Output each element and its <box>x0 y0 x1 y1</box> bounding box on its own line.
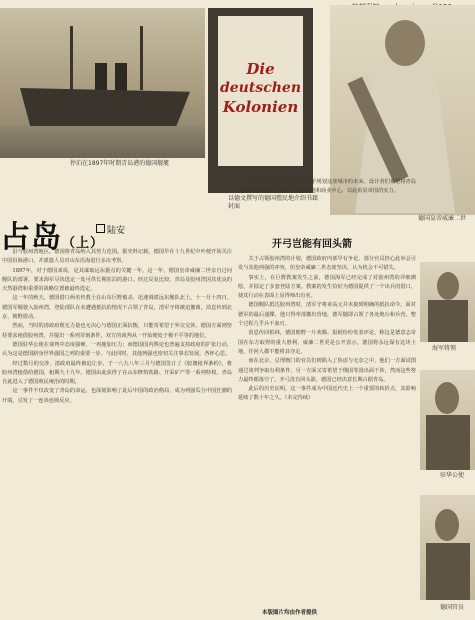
portrait-coat <box>428 300 468 342</box>
paragraph: 占领胶州湾后，德国人便着手规划这座城市的未来，设计者们希望将青岛建设成为德国在远东的样板殖民地和商业中心，以此彰显帝国的实力。 <box>238 179 416 195</box>
photo-credit-note: 本版图片均由作者提供 <box>262 610 318 616</box>
official-portrait <box>420 495 475 600</box>
kaiser-head <box>385 20 425 66</box>
book-caption: 以德文撰写的德国殖民地介绍书籍封面 <box>228 195 319 210</box>
paragraph: 这一年的秋天，德国借口两名传教士在山东巨野被杀，迅速调派远东舰队北上。十一月十四日，德国军舰驶入胶州湾，登陆部队在未遭遇抵抗的情况下占领了青岛，清军守将被迫撤离。消息传到北京，朝野震动。 <box>2 295 232 321</box>
portrait2-caption: 驻华公使 <box>440 472 465 479</box>
portrait-head <box>437 272 459 300</box>
book-cover <box>218 16 303 166</box>
paragraph: 德国驻华公使在谈判中态度强硬，一再施加压力；而德国国内舆论也普遍支持政府的扩张行动，认为这是德国跻身世界强国之列的重要一步。与此同时，其他列强也密切关注事态发展，各怀心思。 <box>2 341 232 358</box>
paragraph: 经过数月的交涉，清政府最终被迫让步，于一八九八年三月与德国签订了《胶澳租界条约》，将胶州湾租借给德国，租期九十九年。德国由此获得了在山东修筑铁路、开采矿产等一系列特权，青岛自此进入了德国殖民统治的时期。 <box>2 360 232 386</box>
kaiser-caption: 德国皇帝威廉二世 <box>418 215 467 222</box>
paragraph: 1897年，对于德国来说，是其谋取远东据点的关键一年。这一年，德国皇帝威廉二世亲自过问舰队的部署，要求海军尽快选定一处可供长期驻泊的港口。经过反复比较，青岛及胶州湾因其优良的天然港湾和重要的战略位置被最终选定。 <box>2 267 232 293</box>
paragraph: 沿与胶州湾地区，德国将青岛纳入其势力范围。据史料记载，德国早在十九世纪中叶便开始关注中国沿海港口，并派遣人员对山东沿海进行多次考察。 <box>2 249 232 265</box>
article-subhead: 开弓岂能有回头箭 <box>272 239 352 250</box>
article-mid-top-column <box>238 178 416 226</box>
ship-funnel <box>95 63 107 91</box>
ship-mast <box>70 26 73 90</box>
book-cover-photo <box>208 8 313 193</box>
ship-hull <box>20 88 190 126</box>
paragraph: 消息传回柏林，德国朝野一片欢腾。报纸纷纷发表评论，称这是德意志帝国在东方取得的重大胜利。威廉二世更是公开表示，德国将永远保有这块土地，任何人都不能将其夺走。 <box>238 330 416 355</box>
admiral-portrait <box>420 262 475 342</box>
paragraph: 德国舰队抵达胶州湾时，清军守将章高元并未接到明确的抵抗命令。面对德军的最后通牒，他只得率部撤出营地，德军随即占领了各处炮台和兵营，整个过程几乎兵不血刃。 <box>238 302 416 328</box>
paragraph: 而在北京，总理衙门的官员们则陷入了焦虑与无奈之中。他们一方面试图通过谈判争取有利条件，另一方面又寄希望于俄国等国出面干涉，然而这些努力最终都落空了。开弓没有回头箭，德国已经决意长期占据青岛。 <box>238 358 416 383</box>
portrait-coat <box>426 543 470 600</box>
book-title-line2: deutschen <box>219 80 301 96</box>
paragraph: 事实上，在巨野教案发生之前，德国海军已经完成了对胶州湾的详细测绘，并拟定了多套登陆方案。教案的发生恰好为德国提供了一个出兵的借口，使其行动在表面上显得师出有名。 <box>238 274 416 300</box>
book-title-line1: Die <box>246 60 275 78</box>
article-left-column <box>2 248 232 606</box>
paragraph: 此后的历史证明，这一事件成为中国近代史上一个重要的转折点，其影响延续了数十年之久。（未完待续） <box>238 386 416 402</box>
paragraph: 然而，当时的清政府既无力量也无决心与德国正面抗衡，只能寄希望于外交交涉。德国方面则坚持要求租借胶州湾，并提出一系列苛刻条件，双方的谈判从一开始便处于极不平等的地位。 <box>2 323 232 339</box>
headline-title: 占岛 <box>0 220 62 255</box>
byline-author: 陆安 <box>107 226 126 236</box>
headline-part: （上） <box>62 236 105 251</box>
warship-photo <box>0 8 205 158</box>
portrait-head <box>435 509 459 541</box>
portrait1-caption: 海军将领 <box>432 345 457 352</box>
ship-funnel <box>115 63 127 91</box>
byline-box-icon <box>96 224 105 233</box>
ship-caption: 停泊在1897年时期青岛港的德国舰艇 <box>70 160 170 167</box>
portrait3-caption: 德国官员 <box>440 604 465 611</box>
paragraph: 这一事件不仅改变了青岛的命运，也深刻影响了此后中国的政治格局，成为列强瓜分中国狂潮的开端，引发了一连串连锁反应。 <box>2 388 232 404</box>
paragraph: 关于占领胶州湾的计划，德国政府内部早有争论。部分官员担心此举会引发与其他列强的冲突，但皇帝威廉二世态度坚决，认为机会不可错失。 <box>238 256 416 272</box>
harbor-water <box>0 126 205 158</box>
article-mid-column <box>238 255 416 605</box>
book-title-line3: Kolonien <box>222 98 299 116</box>
envoy-portrait <box>420 370 475 470</box>
book-cover-title <box>218 60 303 117</box>
portrait-coat <box>426 415 470 470</box>
portrait-head <box>435 382 459 414</box>
ship-mast <box>140 26 143 90</box>
article-byline <box>96 223 125 236</box>
